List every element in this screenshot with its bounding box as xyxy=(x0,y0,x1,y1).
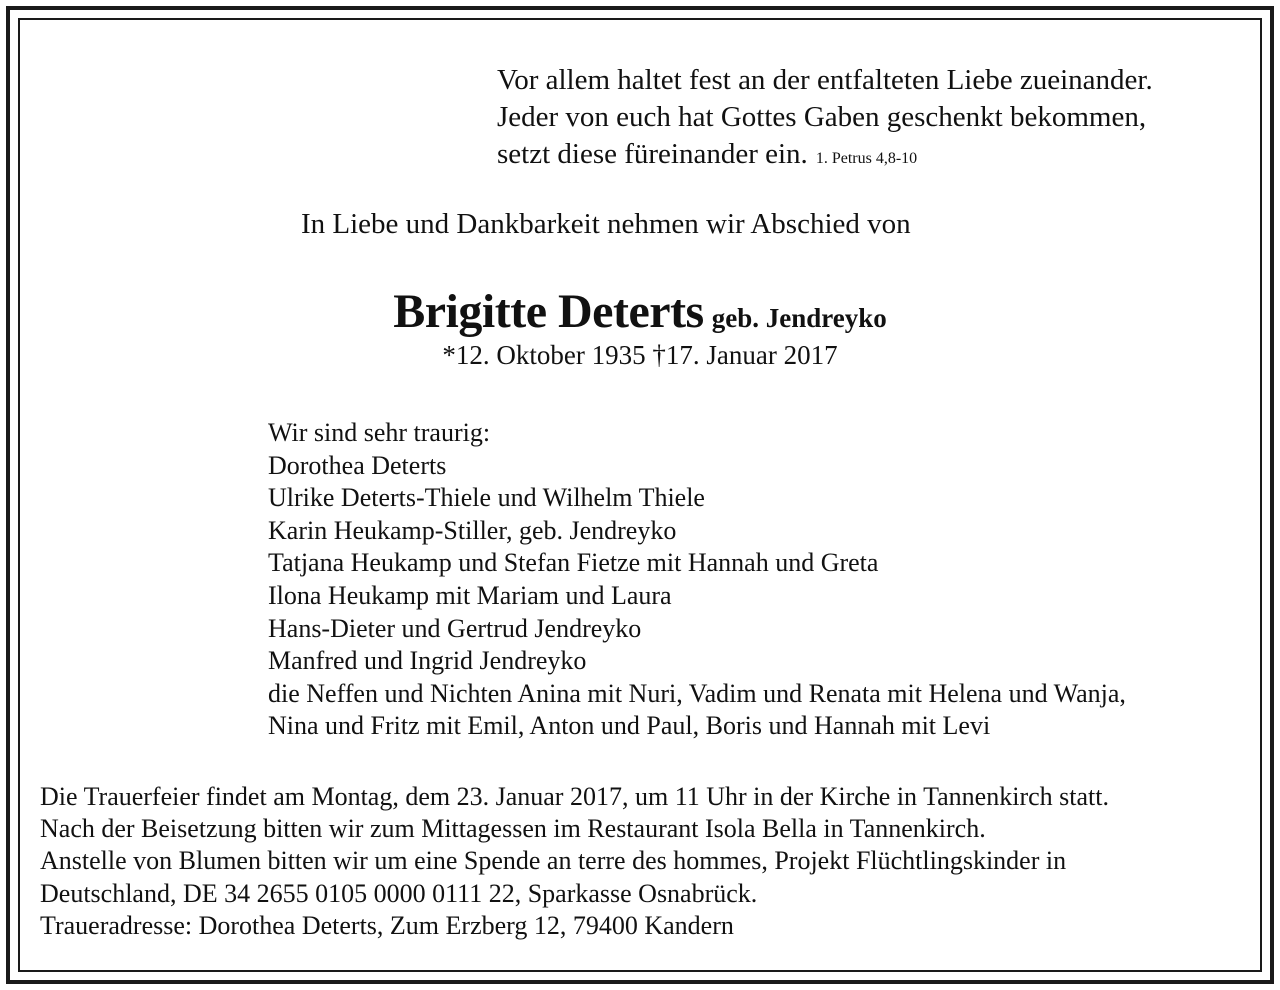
deceased-name-line xyxy=(0,284,1280,339)
mourner-line: Hans-Dieter und Gertrud Jendreyko xyxy=(268,613,642,643)
verse-line-3 xyxy=(497,136,1153,177)
mourners-list xyxy=(268,417,1126,743)
maiden-name: geb. Jendreyko xyxy=(711,303,887,333)
farewell-line: In Liebe und Dankbarkeit nehmen wir Abschied von xyxy=(301,208,911,240)
verse-line-2: Jeder von euch hat Gottes Gaben geschenkt bekommen, xyxy=(497,101,1147,133)
mourner-line: Dorothea Deterts xyxy=(268,450,447,480)
ceremony-info xyxy=(40,781,1109,942)
verse-reference: 1. Petrus 4,8-10 xyxy=(815,150,918,167)
life-dates: *12. Oktober 1935 †17. Januar 2017 xyxy=(442,340,838,370)
mourner-line: die Neffen und Nichten Anina mit Nuri, Vadim und Renata mit Helena und Wanja, xyxy=(268,678,1126,708)
mourner-line: Tatjana Heukamp und Stefan Fietze mit Hannah und Greta xyxy=(268,548,879,578)
mourner-line: Nina und Fritz mit Emil, Anton und Paul, Boris und Hannah mit Levi xyxy=(268,711,991,741)
ceremony-line: Traueradresse: Dorothea Deterts, Zum Erzberg 12, 79400 Kandern xyxy=(40,910,734,940)
verse-line-1: Vor allem haltet fest an der entfalteten Liebe zueinander. xyxy=(497,64,1153,96)
ceremony-line: Deutschland, DE 34 2655 0105 0000 0111 22, Sparkasse Osnabrück. xyxy=(40,878,758,908)
ceremony-line: Nach der Beisetzung bitten wir zum Mittagessen im Restaurant Isola Bella in Tannenkirch. xyxy=(40,814,986,844)
verse-line-3-text: setzt diese füreinander ein. xyxy=(497,138,808,170)
ceremony-line: Die Trauerfeier findet am Montag, dem 23. Januar 2017, um 11 Uhr in der Kirche in Tannenkirch statt. xyxy=(40,782,1109,811)
bible-verse xyxy=(497,62,1153,177)
mourner-line: Ulrike Deterts-Thiele und Wilhelm Thiele xyxy=(268,483,705,513)
deceased-name: Brigitte Deterts xyxy=(393,285,704,338)
mourners-intro: Wir sind sehr traurig: xyxy=(268,418,491,447)
mourner-line: Karin Heukamp-Stiller, geb. Jendreyko xyxy=(268,515,677,545)
mourner-line: Ilona Heukamp mit Mariam und Laura xyxy=(268,580,672,610)
ceremony-line: Anstelle von Blumen bitten wir um eine Spende an terre des hommes, Projekt Flüchtlingskinder in xyxy=(40,846,1067,876)
mourner-line: Manfred und Ingrid Jendreyko xyxy=(268,646,587,676)
